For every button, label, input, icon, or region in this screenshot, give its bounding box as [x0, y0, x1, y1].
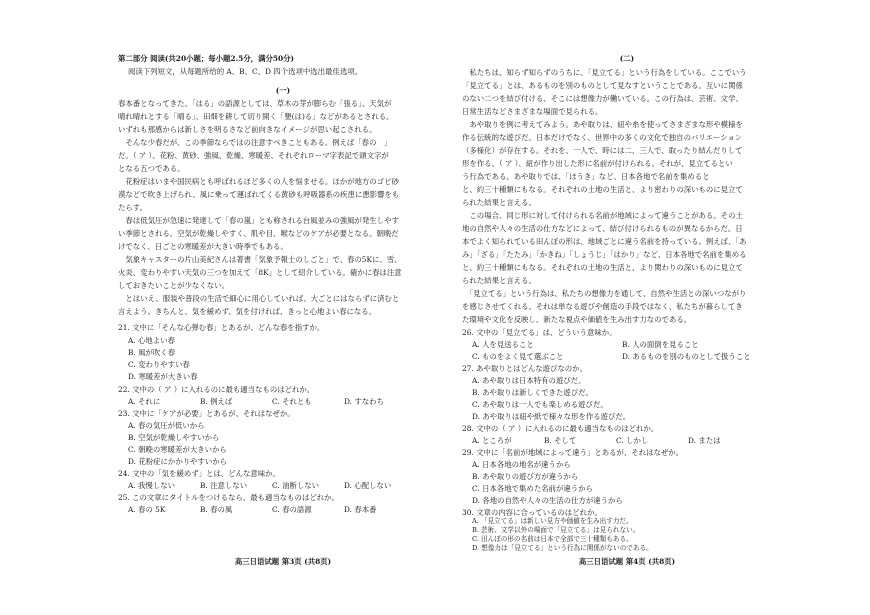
passage-line: のない二つを結び付ける、そこには想像力が働いている。この行為は、芸術、文学、 [462, 94, 743, 103]
question-stem: 25. この文章にタイトルをつけるなら、最も適当なものはどれか。 [118, 493, 339, 502]
passage-heading: (二) [619, 54, 635, 63]
passage-line: と、約三十種類にもなる。それぞれの土地の生活と、より関わりの深いものに見立て [462, 263, 743, 272]
option: D. あや取りは紐や紙で様々な形を作る遊びだ。 [472, 412, 631, 421]
option: A. あや取りは日本特有の遊びだ。 [472, 376, 586, 385]
passage-line: 「見立てる」とは、あるものを別のものとして見なすということである。互いに関係 [462, 81, 743, 90]
question-stem: 23. 文中に「ケアが必要」とあるが、それはなぜか。 [118, 409, 295, 418]
passage-line: たらす。 [118, 203, 147, 212]
option: A. ところが [472, 436, 512, 445]
option: D. 寒暖差が大きい春 [128, 372, 198, 381]
options-row [462, 351, 792, 363]
right-page [462, 0, 792, 615]
passage-line: 本でよく知られている田んぼの形は、地域ごとに違う名前を持っている。例えば、「あ [462, 237, 747, 246]
question-stem: 26. 文中の「見立てる」は、どういう意味か。 [462, 328, 617, 337]
instruction: 阅读下列短文，从每题所给的 A、B、C、D 四个选项中选出最佳选项。 [128, 67, 362, 76]
option: C. 変わりやすい春 [128, 360, 190, 369]
passage-line: この場合、同じ形に対して付けられる名前が地域によって違うことがある。その土 [462, 211, 743, 220]
passage-line: いずれも那感からは新しさを明るさなど前向きなイメージが思い起こされる。 [118, 125, 377, 134]
option: B. あや取りの遊び方が違うから [472, 472, 579, 481]
passage-line: た環境や文化を反映し、新たな視点や価値を生み出す力なのである。 [462, 315, 692, 324]
option: A. 春の気圧が低いから [128, 421, 205, 430]
passage-line: だ。（ ア ）、花粉、黄砂、強風、乾燥、寒暖差、それぞれローマ字表記で頭文字が [118, 151, 389, 160]
option: C. 朝晩の寒暖差が大きいから [128, 445, 227, 454]
question-stem: 22. 文中の（ ア ）に入れるのに最も適当なものはどれか。 [118, 385, 315, 394]
options-row [118, 504, 448, 516]
option: B. 例えば [200, 397, 233, 406]
option: A. 春の 5K [128, 505, 166, 514]
option: B. そして [544, 436, 577, 445]
passage-line: 作る伝統的な遊びだ。日本だけでなく、世界中の多くの文化で独自のバリエーション [462, 133, 743, 142]
passage-line: 「見立てる」という行為は、私たちの想像力を通して、自然や生活との深いつながり [462, 289, 747, 298]
option: A. 我慢しない [128, 481, 175, 490]
option: B. あや取りは新しくできた遊びだ。 [472, 388, 593, 397]
option: B. 春の風 [200, 505, 233, 514]
page-footer: 高三日语试题 第4页 (共8页) [578, 557, 676, 566]
option: A. 「見立てる」は新しい見方や価値を生み出す力だ。 [472, 517, 633, 525]
passage-line: 春は低気圧が急速に発達して「春の嵐」とも称される台風並みの強風が発生しやす [118, 216, 399, 225]
passage-line: しておきたいことが少なくない。 [118, 281, 229, 290]
passage-line: あや取りを例に考えてみよう。あや取りは、紐や糸を使ってさまざまな形や模様を [462, 120, 743, 129]
passage-line: られた結果と言える。 [462, 276, 536, 285]
option: A. 日本各地の地名が違うから [472, 460, 571, 469]
passage-line: そんな少春だが、この季節ならではの注意すべきこともある。例えば「春の 」 [118, 138, 392, 147]
passage-line: と、約三十種類にもなる。それぞれの土地の生活と、より密わりの深いものに見立て [462, 185, 743, 194]
passage-line: 漠などで吹き上げられ、風に乗って運ばれてくる黄砂も呼吸器系の疾患に悪影響をも [118, 190, 400, 199]
option: C. 日本各地で集めた名前が違うから [472, 484, 593, 493]
options-row [118, 480, 448, 492]
passage-line: い季節とされる。空気が乾燥しやすく、肌や目、喉などのケアが必要となる。朝晩だ [118, 229, 399, 238]
option: D. 心配しない [344, 481, 392, 490]
passage-line: 晴れ晴れとする「晴る」、田畑を耕して切り開く「墾(は)る」などがあるとされる。 [118, 112, 394, 121]
options-row [118, 396, 448, 408]
passage-line: となる五つである。 [118, 164, 185, 173]
passage-line: 火炎、変わりやすい天気の三つを加えて「8K」として紹介している。確かに春は注意 [118, 268, 402, 277]
option: A. 心地よい春 [128, 336, 175, 345]
option: B. 人の面倒を見ること [622, 340, 699, 349]
option: C. あや取りは一人でも楽しめる遊びだ。 [472, 400, 608, 409]
option: C. 油断しない [272, 481, 320, 490]
option: A. それに [128, 397, 161, 406]
option: C. 田んぼの形の名前は日本で全部で三十種類もある。 [472, 535, 633, 543]
passage-heading: (一) [275, 86, 291, 95]
option: C. 春の語源 [272, 505, 312, 514]
passage-line: 気象キャスターの片山美紀さんは著書「気象予報士のしごと」で、春の5Kに、雪、 [118, 255, 402, 264]
page-footer: 高三日语试题 第3页 (共8页) [234, 557, 332, 566]
passage-line: とはいえ、服装や普段の生活で細心に用心していれば、大ごとにはならずに済むと [118, 294, 400, 303]
passage-line: う行為である。あや取りでは、「ほうき」など、日本各地で名前を集めると [462, 172, 710, 181]
question-stem: 21. 文中に「そんな心弾む春」とあるが、どんな春を指すか。 [118, 323, 325, 332]
question-stem: 28. 文中の（ ア ）に入れるのに最も適当なものはどれか。 [462, 424, 659, 433]
passage-line: 地の自然や人々の生活の仕方などによって、結び付けられるものが異なるからだ。日 [462, 224, 743, 233]
left-page [118, 0, 448, 615]
passage-line: 花粉症はいまや国民病とも呼ばれるほど多くの人を悩ませる。ほかが地方のゴビ砂 [118, 177, 399, 186]
option: B. 風が吹く春 [128, 348, 176, 357]
option: B. 芸術、文学以外の場面で「見立てる」は見られない。 [472, 526, 640, 534]
option: B. 空気が乾燥しやすいから [128, 433, 220, 442]
option: D. すなわち [344, 397, 384, 406]
passage-line: を感じさせてくれる。それは単なる遊びや創造の手段ではなく、私たちが暮らしてき [462, 302, 743, 311]
option: C. しかし [616, 436, 649, 445]
option: D. 花粉症にかかりやすいから [128, 457, 228, 466]
passage-line: み」「ざる」「たたみ」「かきね」「しょうじ」「はかり」など、日本各地で名前を集める [462, 250, 747, 259]
question-stem: 29. 文中に「名前が地域によって違う」とあるが、それはなぜか。 [462, 448, 684, 457]
question-stem: 30. 文章の内容に合っているのはどれか。 [462, 508, 602, 517]
passage-line: （多様化）が存在する。それを、一人で、時には二、三人で、取ったり結んだりして [462, 146, 743, 155]
passage-line: 日常生活などさまざまな場面で見られる。 [462, 107, 603, 116]
option: D. または [688, 436, 721, 445]
passage-line: 春本番となってきた。「はる」の語源としては、草木の芽が膨らむ「張る」、天気が [118, 99, 392, 108]
option: C. それとも [272, 397, 312, 406]
option: D. 想像力は「見立てる」という行為に関係がないのである。 [472, 544, 653, 552]
option: C. ものをよく見て選ぶこと [472, 352, 564, 361]
option: A. 人を見送ること [472, 340, 534, 349]
option: B. 注意しない [200, 481, 248, 490]
passage-line: けでなく、日ごとの寒暖差が大きい時季でもある。 [118, 242, 288, 251]
passage-line: られた結果と言える。 [462, 198, 536, 207]
question-stem: 27. あや取りとはどんな遊びなのか。 [462, 364, 587, 373]
passage-line: 私たちは、知らず知らずのうちに、「見立てる」という行為をしている。ここでいう [462, 68, 747, 77]
passage-line: 形を作る。（ ア ）、紐が作り出した形に名前が付けられる。それが、見立てるとい [462, 159, 733, 168]
section-title: 第二部分 阅读(共20小题；每小题2.5分，满分50分) [118, 54, 295, 63]
question-stem: 24. 文中の「気を緩めず」とは、どんな意味か。 [118, 469, 280, 478]
options-row [462, 339, 792, 351]
option: D. あるものを別のものとして扱うこと [622, 352, 751, 361]
option: D. 春本番 [344, 505, 377, 514]
option: D. 各地の自然や人々の生活の仕方が違うから [472, 496, 623, 505]
options-row [462, 435, 792, 447]
passage-line: 言えよう。きちんと、気を緩めず、気を付ければ、きっと心地よい春になる。 [118, 307, 377, 316]
